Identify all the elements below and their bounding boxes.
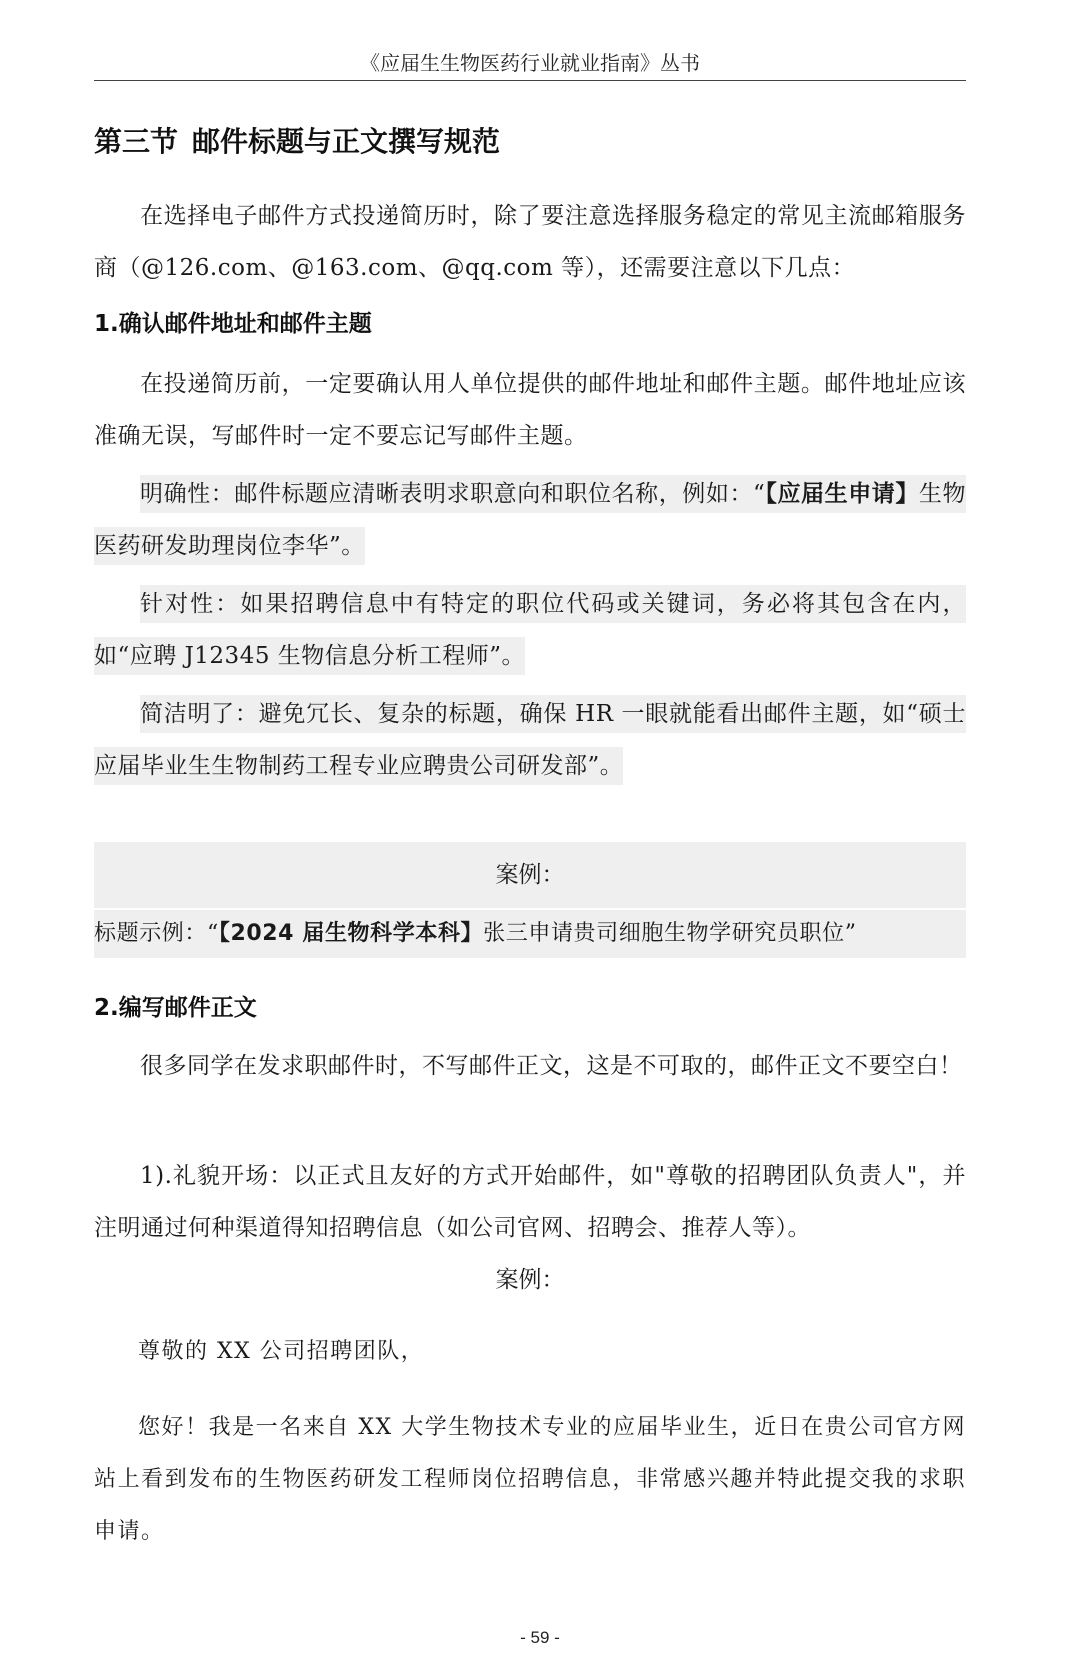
point-clarity-tail: 生物医药研发助理岗位李华”。 [94,481,966,559]
point-concise-highlight: 简洁明了：避免冗长、复杂的标题，确保 HR 一眼就能看出邮件主题，如“硕士应届毕业生生物制药工程专业应聘贵公司研发部”。 [94,695,966,785]
point-relevance-highlight: 针对性：如果招聘信息中有特定的职位代码或关键词，务必将其包含在内，如“应聘 J12345 生物信息分析工程师”。 [94,585,966,675]
case-label-1: 案例： [495,862,565,888]
point-relevance [94,578,966,682]
part2-item1: 1).礼貌开场：以正式且友好的方式开始邮件，如"尊敬的招聘团队负责人"，并注明通过何种渠道得知招聘信息（如公司官网、招聘会、推荐人等）。 [94,1163,966,1241]
point-clarity-highlight [94,475,966,565]
part2-body: 很多同学在发求职邮件时，不写邮件正文，这是不可取的，邮件正文不要空白！ [140,1053,963,1079]
part1-body: 在投递简历前，一定要确认用人单位提供的邮件地址和邮件主题。邮件地址应该准确无误，写邮件时一定不要忘记写邮件主题。 [94,371,966,449]
section-title-text: 邮件标题与正文撰写规范 [192,125,501,158]
case-title-example [94,910,966,958]
case-title-tail: 张三申请贵司细胞生物学研究员职位” [483,921,857,946]
point-clarity-bold: 【应届生申请】 [765,481,919,507]
case-title-lead: 标题示例：“ [94,921,219,946]
header-rule [94,80,966,81]
section-number: 第三节 [94,125,179,158]
case-title-bold: 【2024 届生物科学本科】 [218,921,484,946]
point-clarity-lead: 明确性：邮件标题应清晰表明求职意向和职位名称，例如：“ [140,481,766,507]
section-title [94,122,500,162]
case-label-2: 案例： [495,1267,565,1293]
letter-salutation: 尊敬的 XX 公司招聘团队， [138,1339,425,1364]
part2-heading: 2.编写邮件正文 [94,995,257,1021]
point-clarity [94,468,966,572]
letter-body: 您好！我是一名来自 XX 大学生物技术专业的应届毕业生，近日在贵公司官方网站上看到发布的生物医药研发工程师岗位招聘信息，非常感兴趣并特此提交我的求职申请。 [94,1415,966,1544]
point-concise [94,688,966,792]
part1-heading: 1.确认邮件地址和邮件主题 [94,311,372,337]
page-number: - 59 - [520,1628,560,1647]
intro-paragraph: 在选择电子邮件方式投递简历时，除了要注意选择服务稳定的常见主流邮箱服务商（@126.com、@163.com、@qq.com 等），还需要注意以下几点： [94,203,966,281]
running-header: 《应届生生物医药行业就业指南》丛书 [360,51,700,75]
